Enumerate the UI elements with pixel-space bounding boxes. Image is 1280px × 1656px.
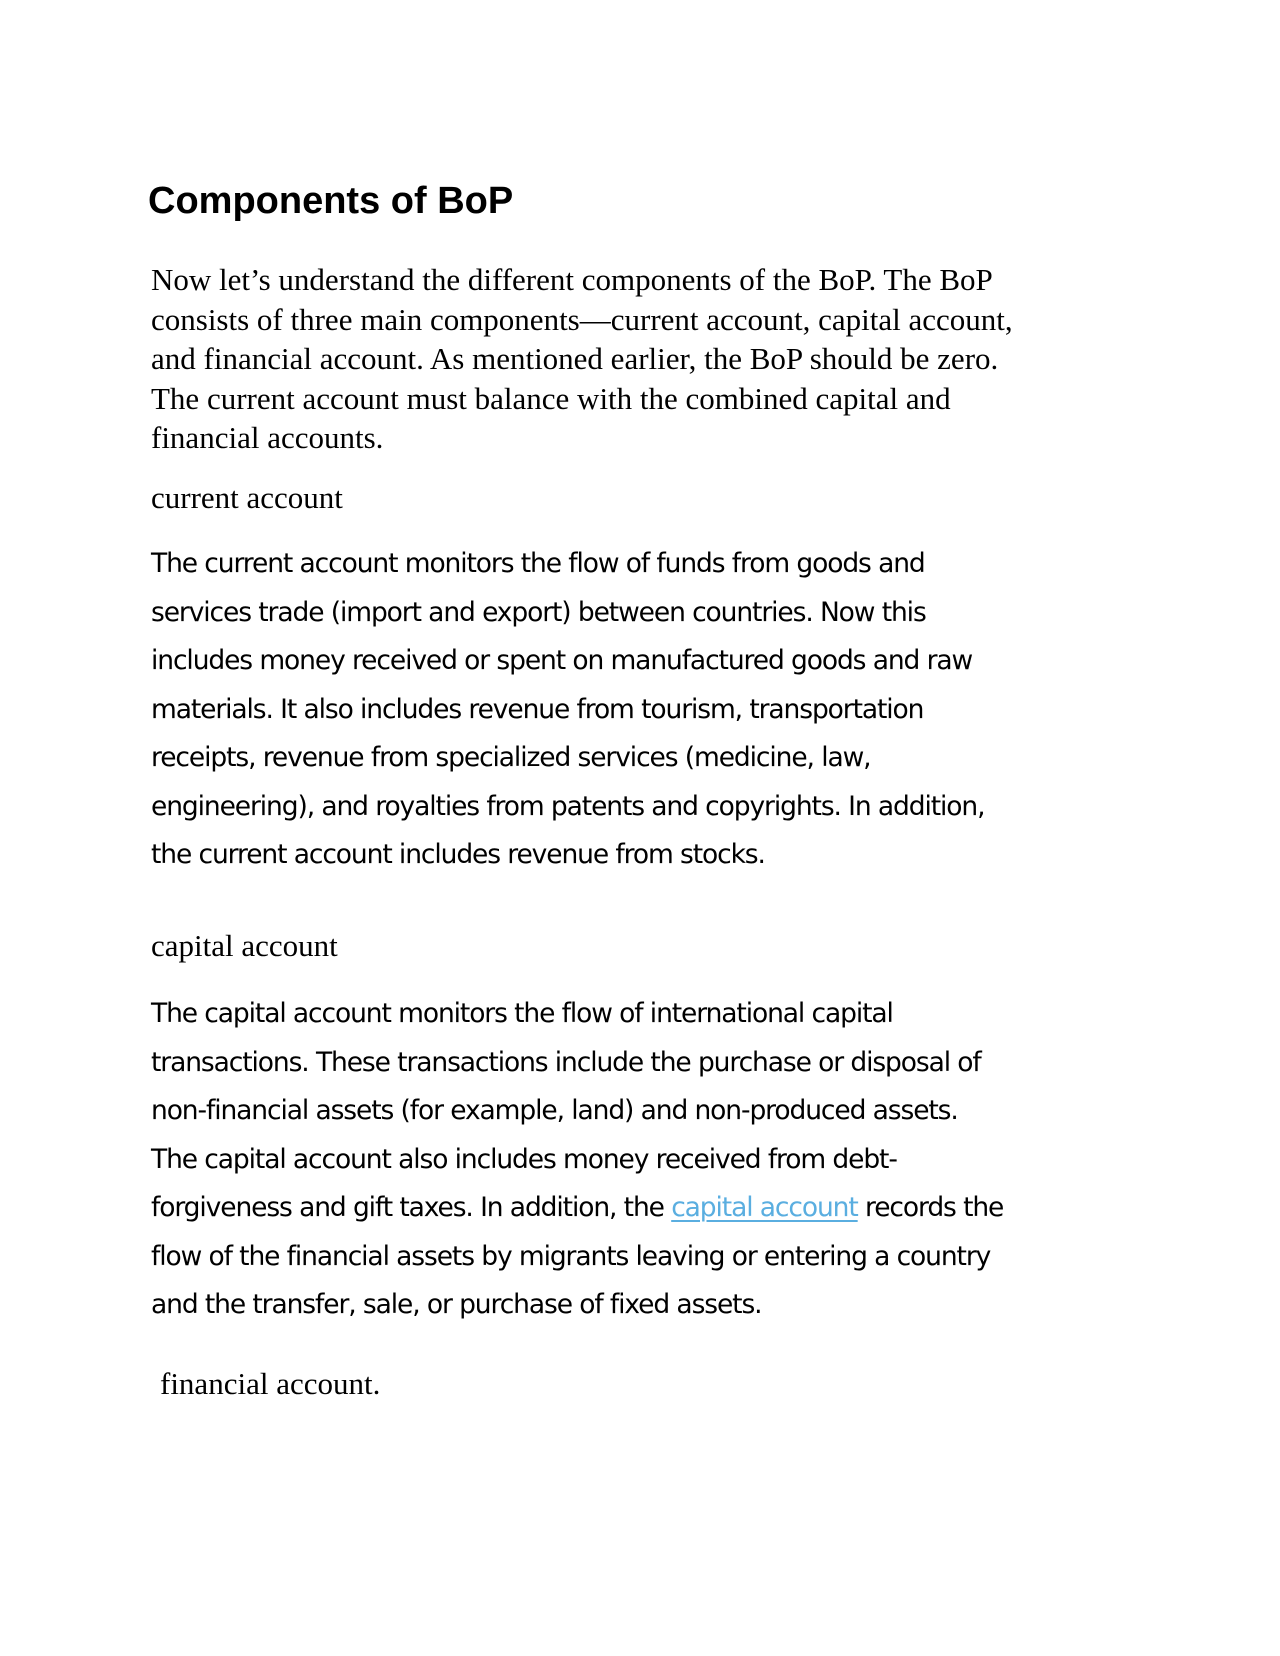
link-line-after: records the bbox=[857, 1192, 1004, 1223]
capital-account-heading: capital account bbox=[151, 928, 338, 963]
link-line-before: forgiveness and gift taxes. In addition, the bbox=[151, 1192, 672, 1223]
intro-line: and financial account. As mentioned earlier, the BoP should be zero. bbox=[151, 341, 999, 376]
capital-account-paragraph bbox=[151, 990, 1151, 1330]
paragraph-line: receipts, revenue from specialized services (medicine, law, bbox=[151, 742, 871, 773]
paragraph-line: The capital account also includes money received from debt- bbox=[151, 1143, 897, 1175]
paragraph-line: materials. It also includes revenue from tourism, transportation bbox=[151, 693, 924, 725]
capital-account-link[interactable]: capital account bbox=[671, 1192, 858, 1223]
paragraph-line: transactions. These transactions include the purchase or disposal of bbox=[151, 1046, 981, 1078]
paragraph-line: The current account monitors the flow of funds from goods and bbox=[151, 548, 925, 579]
current-account-heading: current account bbox=[151, 480, 343, 515]
paragraph-line: services trade (import and export) between countries. Now this bbox=[151, 596, 926, 628]
intro-line: financial accounts. bbox=[151, 420, 384, 455]
page-title: Components of BoP bbox=[148, 180, 514, 222]
financial-account-heading: financial account. bbox=[160, 1366, 381, 1401]
paragraph-line: and the transfer, sale, or purchase of fixed assets. bbox=[151, 1289, 762, 1320]
intro-line: The current account must balance with the combined capital and bbox=[151, 380, 951, 416]
paragraph-line: includes money received or spent on manufactured goods and raw bbox=[151, 645, 973, 676]
paragraph-line: flow of the financial assets by migrants leaving or entering a country bbox=[151, 1240, 991, 1272]
paragraph-line: engineering), and royalties from patents and copyrights. In addition, bbox=[151, 790, 985, 822]
paragraph-line: non-financial assets (for example, land) and non-produced assets. bbox=[151, 1095, 958, 1126]
current-account-paragraph bbox=[151, 540, 1151, 880]
paragraph-line: the current account includes revenue from stocks. bbox=[151, 839, 765, 870]
paragraph-line: The capital account monitors the flow of international capital bbox=[151, 998, 893, 1029]
paragraph-line-with-link bbox=[151, 1184, 1151, 1233]
intro-line: consists of three main components—current account, capital account, bbox=[151, 301, 1013, 337]
intro-paragraph bbox=[151, 260, 1111, 458]
intro-line: Now let’s understand the different components of the BoP. The BoP bbox=[151, 262, 993, 297]
